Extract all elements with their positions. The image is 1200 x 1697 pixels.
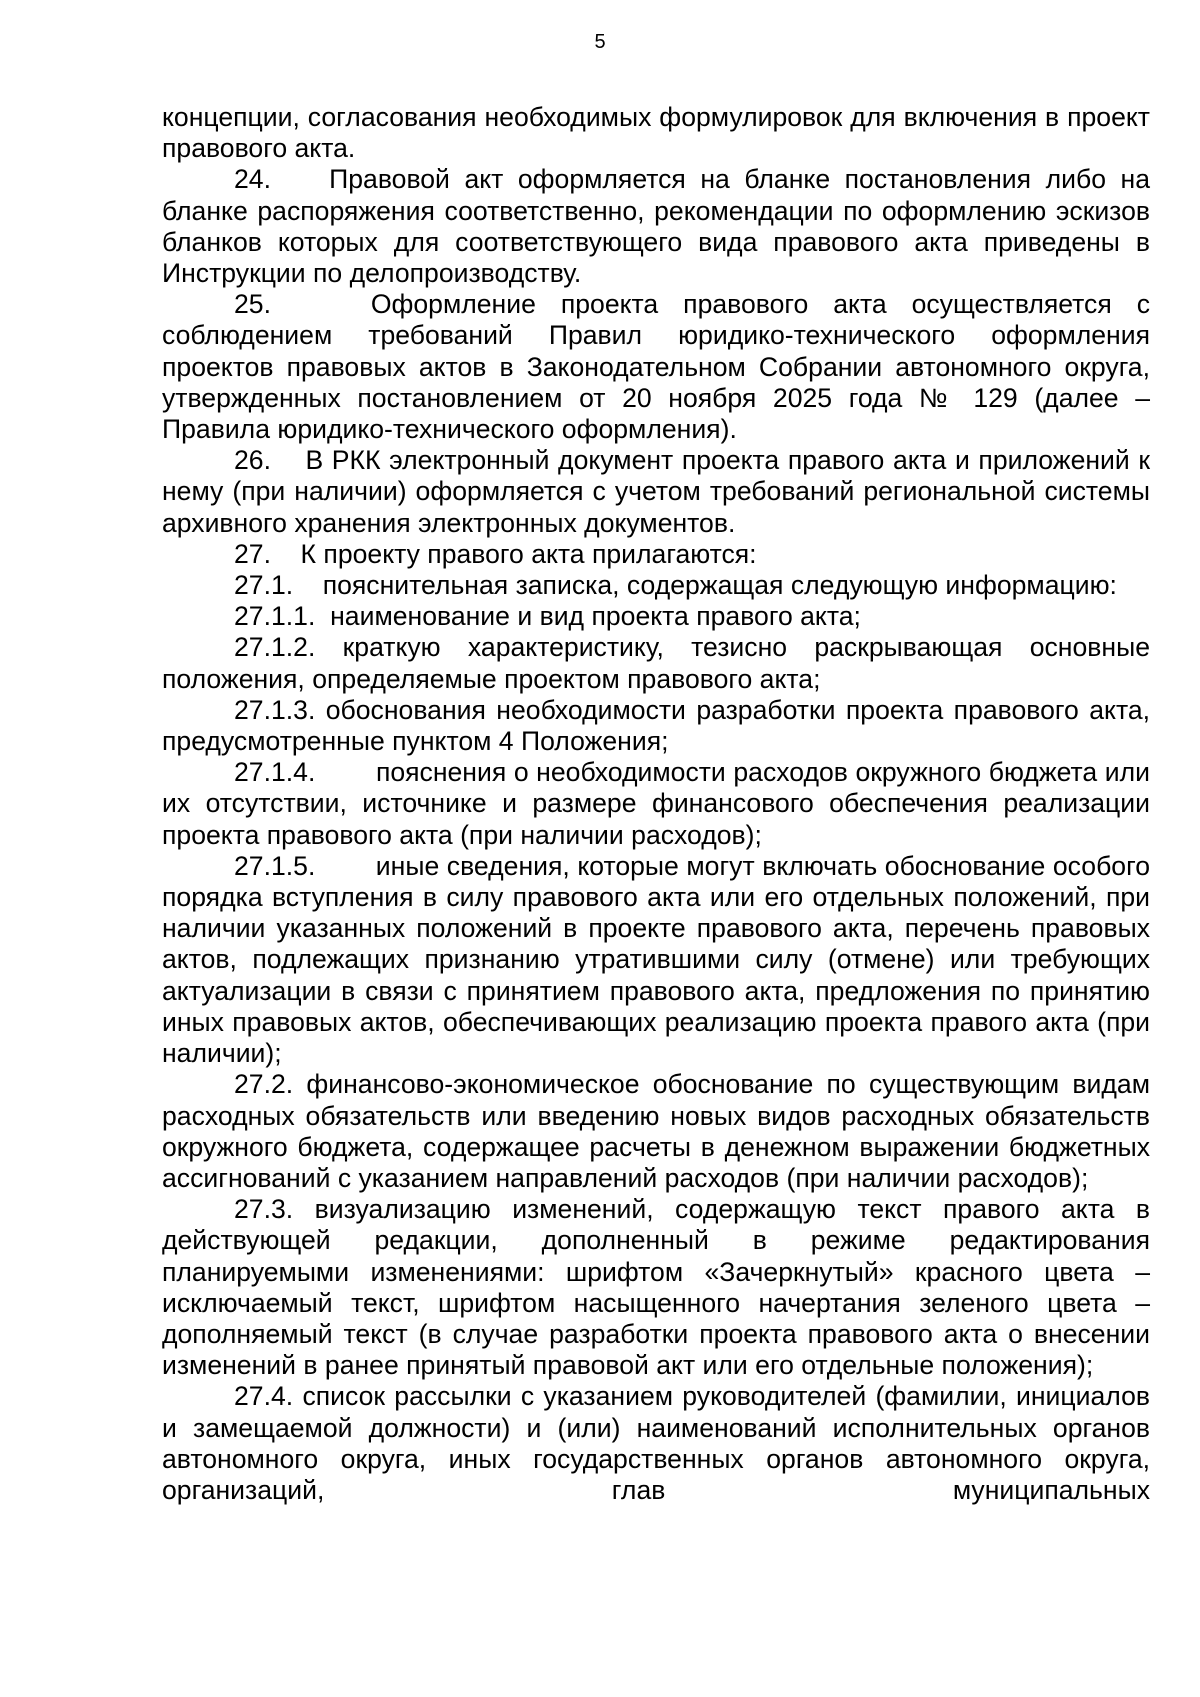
paragraph-number: 27.1.4. (234, 757, 316, 788)
paragraph-number: 27.2. (234, 1069, 294, 1100)
paragraph-number: 24. (234, 164, 271, 195)
paragraph-text: пояснения о необходимости расходов окружного бюджета или их отсутствии, источнике и размере финансового обеспечения реализации проекта правового акта (при наличии расходов); (162, 757, 1150, 850)
paragraph-text: наименование и вид проекта правого акта; (330, 601, 861, 632)
paragraph-text: визуализацию изменений, содержащую текст правого акта в действующей редакции, дополненный в режиме редактирования планируемыми изменениями: шрифтом «Зачеркнутый» красного цвета – исключаемый текст, шрифтом насыщенного начертания зеленого цвета – дополняемый текст (в случае разработки проекта правового акта о внесении изменений в ранее принятый правовой акт или его отдельные положения); (162, 1194, 1151, 1381)
paragraph-continuation (162, 102, 1150, 164)
paragraph-text: В РКК электронный документ проекта правого акта и приложений к нему (при наличии) оформляется с учетом требований региональной системы архивного хранения электронных документов. (162, 445, 1150, 538)
paragraph-number: 27.1. (234, 570, 294, 601)
paragraph-27-1-1 (162, 601, 1150, 632)
paragraph-26 (162, 445, 1150, 539)
paragraph-number: 27.1.3. (234, 694, 316, 725)
paragraph-27-1 (162, 570, 1150, 601)
paragraph-number: 27.1.1. (234, 601, 316, 632)
paragraph-27-1-2 (162, 632, 1150, 694)
document-body (162, 102, 1150, 1506)
paragraph-text: К проекту правого акта прилагаются: (300, 538, 757, 569)
paragraph-text: иные сведения, которые могут включать обоснование особого порядка вступления в силу правового акта или его отдельных положений, при наличии указанных положений в проекте правового акта, перечень правовых актов, подлежащих признанию утратившими силу (отмене) или требующих актуализации в связи с принятием правового акта, предложения по принятию иных правовых актов, обеспечивающих реализацию проекта правого акта (при наличии); (162, 850, 1150, 1069)
paragraph-text: финансово-экономическое обоснование по существующим видам расходных обязательств или введению новых видов расходных обязательств окружного бюджета, содержащее расчеты в денежном выражении бюджетных ассигнований с указанием направлений расходов (при наличии расходов); (162, 1069, 1150, 1193)
paragraph-text: Правовой акт оформляется на бланке постановления либо на бланке распоряжения соответственно, рекомендации по оформлению эскизов бланков которых для соответствующего вида правового акта приведены в Инструкции по делопроизводству. (162, 164, 1150, 289)
paragraph-text: концепции, согласования необходимых формулировок для включения в проект правового акта. (162, 102, 1150, 164)
paragraph-text: Оформление проекта правового акта осуществляется с соблюдением требований Правил юридико-технического оформления проектов правовых актов в Законодательном Собрании автономного округа, утвержденных постановлением от 20 ноября 2025 года № 129 (далее – Правила юридико-технического оформления). (162, 289, 1151, 445)
paragraph-25 (162, 289, 1150, 445)
paragraph-27-1-4 (162, 757, 1150, 851)
paragraph-number: 27.4. (234, 1381, 294, 1412)
paragraph-text: список рассылки с указанием руководителей (фамилии, инициалов и замещаемой должности) и (или) наименований исполнительных органов автономного округа, иных государственных органов автономного округа, организаций, глав муниципальных (162, 1381, 1151, 1505)
paragraph-24 (162, 164, 1150, 289)
paragraph-number: 27.1.5. (234, 850, 316, 881)
paragraph-27 (162, 539, 1150, 570)
paragraph-number: 27. (234, 538, 271, 569)
paragraph-27-1-3 (162, 695, 1150, 757)
paragraph-number: 27.3. (234, 1194, 294, 1225)
paragraph-number: 27.1.2. (234, 632, 316, 663)
page-number: 5 (594, 31, 606, 53)
paragraph-text: краткую характеристику, тезисно раскрывающая основные положения, определяемые проектом правового акта; (162, 632, 1150, 694)
paragraph-text: обоснования необходимости разработки проекта правового акта, предусмотренные пунктом 4 Положения; (162, 694, 1151, 757)
paragraph-27-4 (162, 1381, 1150, 1506)
paragraph-27-2 (162, 1069, 1150, 1194)
paragraph-number: 26. (234, 445, 271, 476)
paragraph-27-3 (162, 1194, 1150, 1381)
paragraph-27-1-5 (162, 851, 1150, 1069)
paragraph-text: пояснительная записка, содержащая следующую информацию: (322, 570, 1117, 601)
paragraph-number: 25. (234, 289, 271, 320)
